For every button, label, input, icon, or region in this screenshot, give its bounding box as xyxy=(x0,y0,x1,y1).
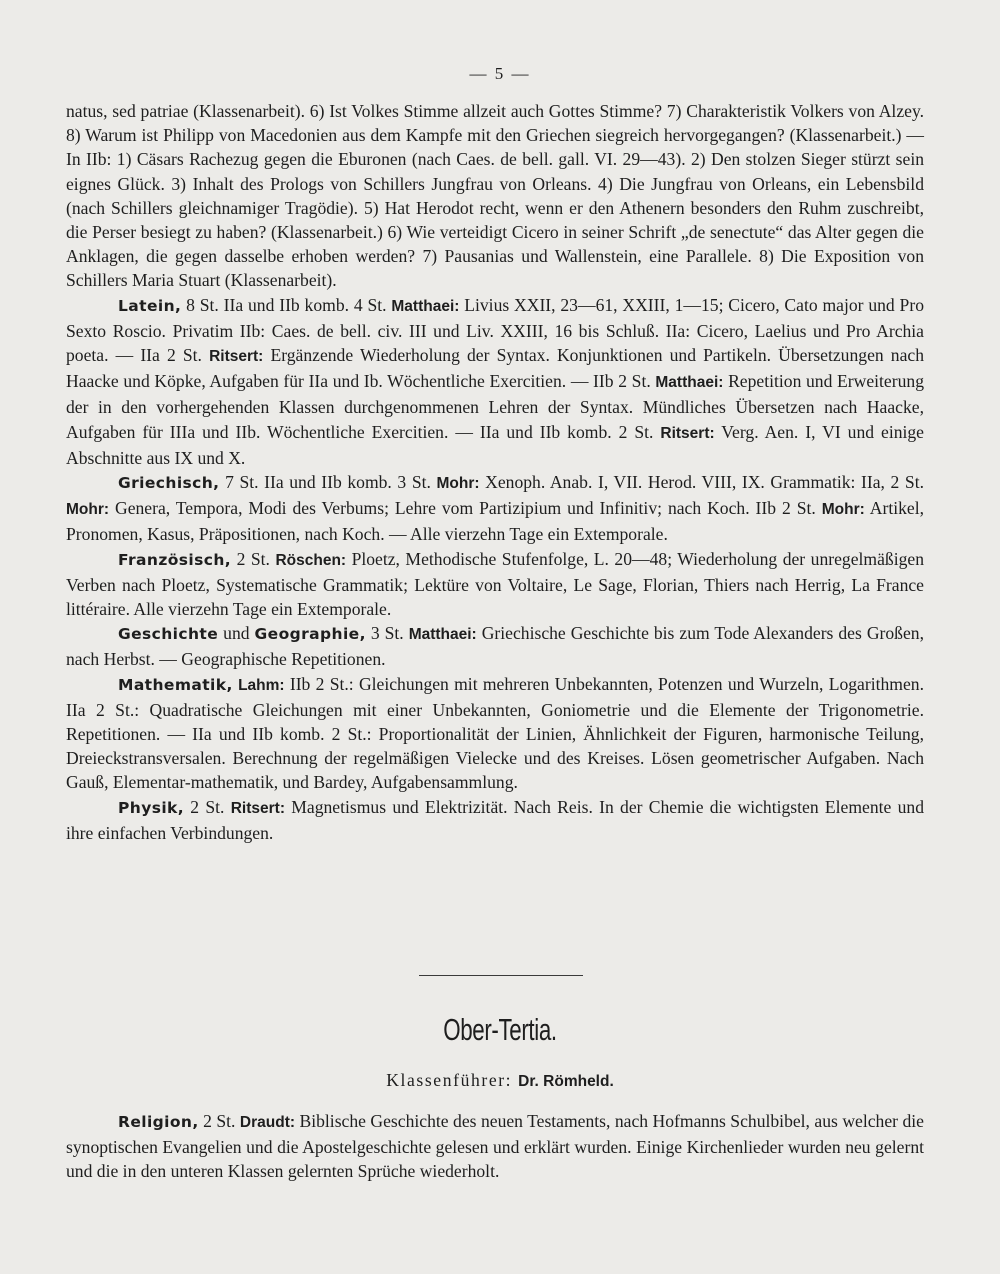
text-run: IIb 2 St.: Gleichungen mit mehreren Unbekannten, Potenzen und Wurzeln, Logarithmen. IIa 2 St.: Quadratische Gleichungen mit einer Unbekannten, Goniometrie und die Elemente der Trigonometrie. Repetitionen. — IIa und IIb komb. 2 St.: Proportionalität der Linien, Ähnlichkeit der Figuren, harmonische Teilung, Dreieckstransversalen. Berechnung der regelmäßigen Vielecke und des Kreises. Lösen geometrischer Aufgaben. Nach Gauß, Elementar-mathematik, und Bardey, Aufgabensammlung. xyxy=(66,673,924,793)
teacher-name: Ritsert: xyxy=(209,348,264,366)
teacher-name: Lahm: xyxy=(238,676,285,694)
teacher-name: Draudt: xyxy=(239,1114,296,1131)
text-run: 2 St. xyxy=(184,796,231,817)
class-leader xyxy=(0,1068,1000,1094)
subject-heading: Religion, xyxy=(118,1113,199,1131)
subject-heading: Geschichte xyxy=(118,625,219,644)
teacher-name: Röschen: xyxy=(275,551,347,569)
text-run: Genera, Tempora, Modi des Verbums; Lehre vom Partizipium und Infinitiv; nach Koch. IIb 2 St. xyxy=(109,498,822,519)
class-leader-label: Klassenführer: xyxy=(386,1070,519,1090)
physik-paragraph xyxy=(66,795,924,845)
text-run: Verg. Aen. I, VI und einige Abschnitte aus IX und X. xyxy=(66,421,924,468)
mathematik-paragraph xyxy=(66,672,924,795)
subject-heading: Latein, xyxy=(118,296,182,315)
teacher-name: Ritsert: xyxy=(660,424,715,442)
text-run: 2 St. xyxy=(231,548,276,569)
section-divider xyxy=(419,975,583,976)
teacher-name: Mohr: xyxy=(66,501,110,519)
subject-heading: Mathematik, xyxy=(118,675,233,694)
teacher-name: Matthaei: xyxy=(391,297,460,315)
religion-block xyxy=(66,1109,924,1184)
text-run: 3 St. xyxy=(365,623,409,644)
teacher-name: Matthaei: xyxy=(655,374,724,392)
main-text xyxy=(66,99,924,845)
subject-heading: Französisch, xyxy=(118,550,232,569)
text-run: Ergänzende Wiederholung der Syntax. Konjunktionen und Partikeln. Übersetzungen nach Haacke und Köpke, Aufgaben für IIa und Ib. Wöchentliche Exercitien. — IIb 2 St. xyxy=(66,345,925,392)
text-run: 7 St. IIa und IIb komb. 3 St. xyxy=(219,472,437,493)
class-leader-name: Dr. Römheld. xyxy=(518,1073,614,1090)
text-run: Biblische Geschichte des neuen Testaments, nach Hofmanns Schulbibel, aus welcher die synoptischen Evangelien und die Apostelgeschichte gelesen und erklärt wurden. Einige Kirchenlieder wurden neu gelernt und die in den unteren Klassen gelernten Sprüche wiederholt. xyxy=(66,1111,924,1182)
text-run: und xyxy=(218,623,255,644)
text-run: Ploetz, Methodische Stufenfolge, L. 20—48; Wiederholung der unregelmäßigen Verben nach Ploetz, Systematische Grammatik; Lektüre von Voltaire, Le Sage, Florian, Thiers nach Herrig, La France littéraire. Alle vierzehn Tage ein Extemporale. xyxy=(66,548,924,620)
text-run: Artikel, Pronomen, Kasus, Präpositionen, nach Koch. — Alle vierzehn Tage ein Extemporale. xyxy=(66,498,924,545)
latein-paragraph xyxy=(66,293,924,470)
page-number: — 5 — xyxy=(469,64,531,83)
teacher-name: Mohr: xyxy=(436,475,480,493)
text-run: 8 St. IIa und IIb komb. 4 St. xyxy=(181,294,392,315)
subject-heading: Physik, xyxy=(118,798,185,817)
franzoesisch-paragraph xyxy=(66,547,924,622)
text-run: Livius XXII, 23—61, XXIII, 1—15; Cicero, Cato major und Pro Sexto Roscio. Privatim IIb: Caes. de bell. civ. III und Liv. XXIII, 16 bis Schluß. IIa: Cicero, Laelius und Pro Archia poeta. — IIa 2 St. xyxy=(66,294,924,366)
geschichte-paragraph xyxy=(66,621,924,671)
intro-paragraph: natus, sed patriae (Klassenarbeit). 6) Ist Volkes Stimme allzeit auch Gottes Stimme? 7) Charakteristik Volkers von Alzey. 8) Warum ist Philipp von Macedonien aus dem Kampfe mit den Griechen siegreich hervorgegangen? (Klassenarbeit.) — In IIb: 1) Cäsars Rachezug gegen die Eburonen (nach Caes. de bell. gall. VI. 29—43). 2) Den stolzen Sieger stürzt sein eignes Glück. 3) Inhalt des Prologs von Schillers Jungfrau von Orleans. 4) Die Jungfrau von Orleans, ein Lebensbild (nach Schillers gleichnamiger Tragödie). 5) Hat Herodot recht, wenn er den Athenern besonders den Ruhm zuschreibt, die Perser besiegt zu haben? (Klassenarbeit.) 6) Wie verteidigt Cicero in seiner Schrift „de senectute“ das Alter gegen die Anklagen, die gegen dasselbe erhoben werden? 7) Pausanias und Wallenstein, eine Parallele. 8) Die Exposition von Schillers Maria Stuart (Klassenarbeit). xyxy=(66,101,924,291)
text-run: Griechische Geschichte bis zum Tode Alexanders des Großen, nach Herbst. — Geographische Repetitionen. xyxy=(66,623,924,670)
teacher-name: Mohr: xyxy=(821,501,865,519)
subject-heading: Griechisch, xyxy=(118,474,220,493)
subject-heading: Geographie, xyxy=(254,625,366,644)
text-run: Magnetismus und Elektrizität. Nach Reis. In der Chemie die wichtigsten Elemente und ihre einfachen Verbindungen. xyxy=(66,796,924,843)
teacher-name: Ritsert: xyxy=(230,799,285,817)
religion-paragraph xyxy=(66,1109,924,1184)
section-title: Ober-Tertia. xyxy=(443,1012,557,1047)
text-run: Xenoph. Anab. I, VII. Herod. VIII, IX. Grammatik: IIa, 2 St. xyxy=(479,472,924,493)
griechisch-paragraph xyxy=(66,470,924,547)
teacher-name: Matthaei: xyxy=(408,626,477,644)
text-run: Repetition und Erweiterung der in den vorhergehenden Klassen durchgenommenen Lehren der Syntax. Mündliches Übersetzen nach Haacke, Aufgaben für IIIa und IIb. Wöchentliche Exercitien. — IIa und IIb komb. 2 St. xyxy=(66,371,924,442)
text-run: 2 St. xyxy=(198,1111,240,1131)
